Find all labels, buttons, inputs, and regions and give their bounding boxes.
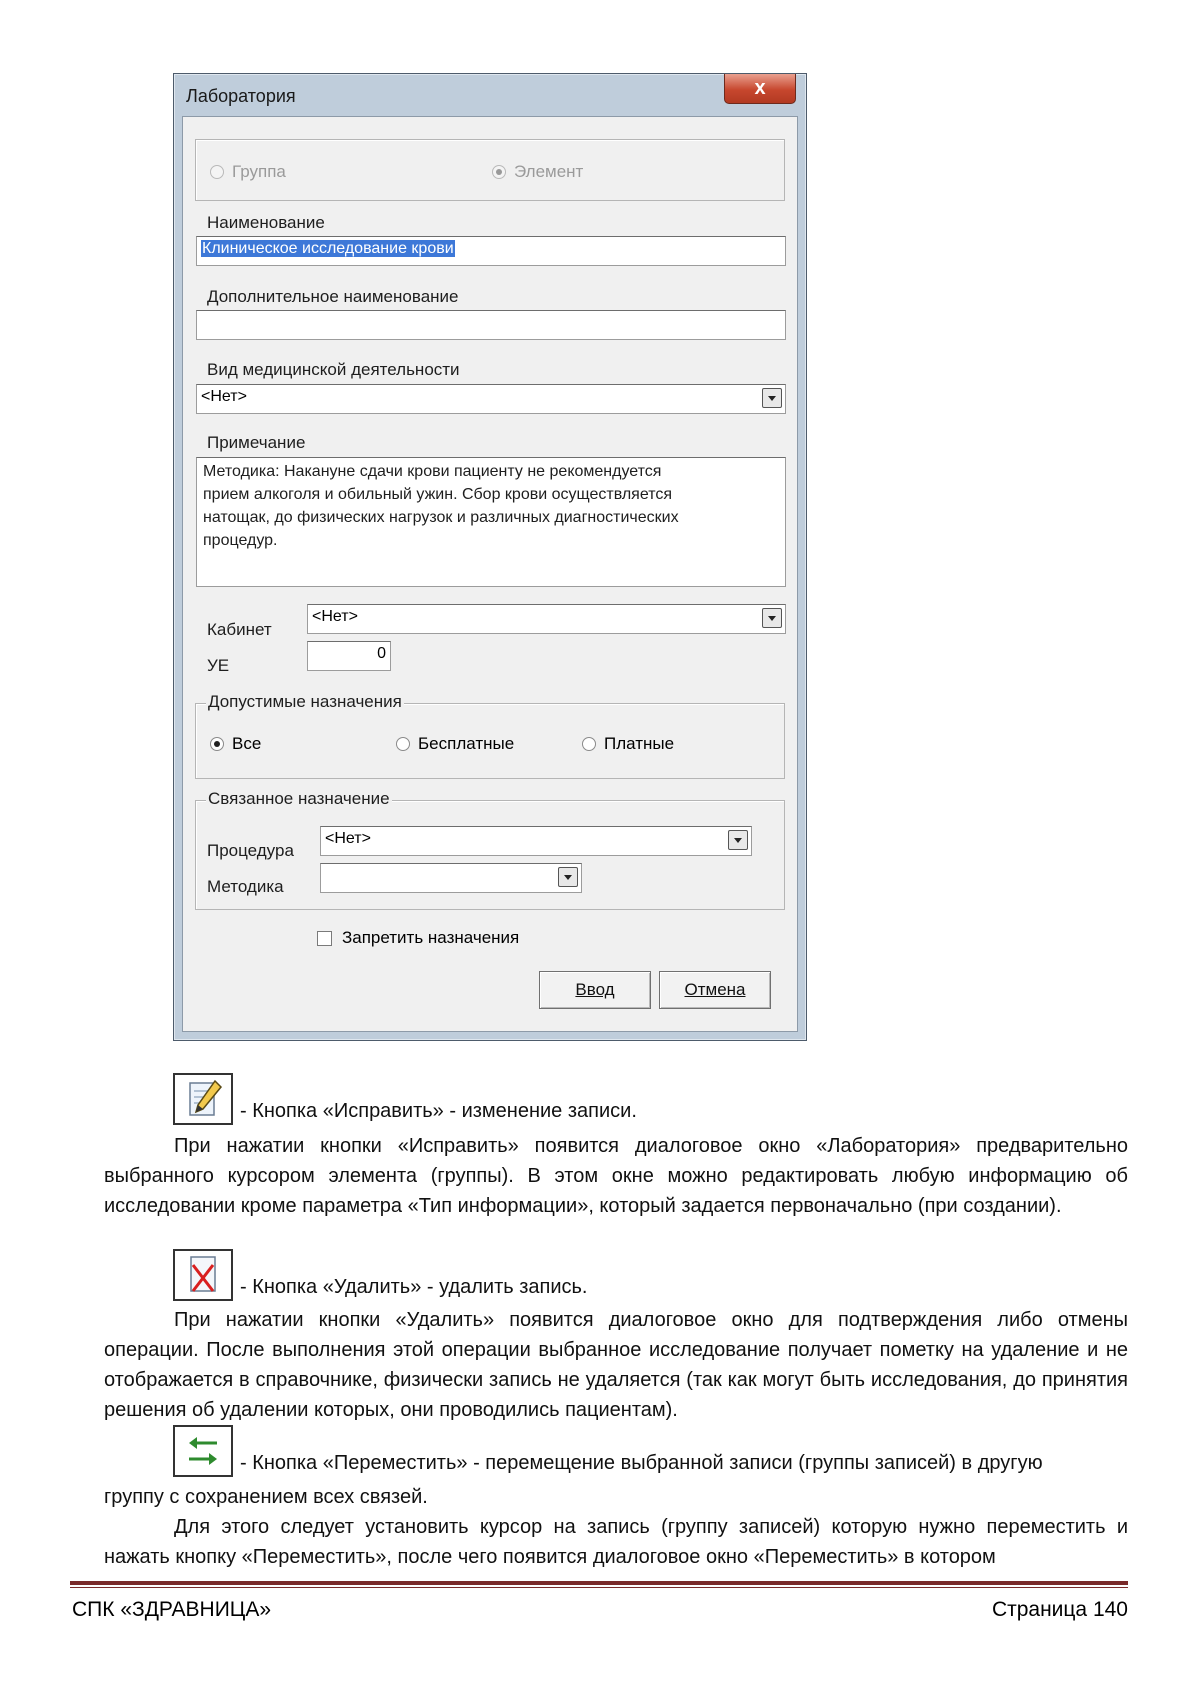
- radio-element[interactable]: [492, 162, 583, 182]
- move-icon: [173, 1425, 233, 1477]
- dialog-title: Лаборатория: [186, 86, 296, 106]
- cabinet-select[interactable]: [307, 604, 786, 634]
- radio-element-label: Элемент: [514, 162, 584, 181]
- edit-caption: - Кнопка «Исправить» - изменение записи.: [240, 1100, 637, 1122]
- laboratory-dialog: [173, 73, 807, 1041]
- cabinet-value: <Нет>: [312, 608, 358, 625]
- allowed-title: Допустимые назначения: [208, 692, 402, 711]
- cancel-button-label: Отмена: [684, 980, 746, 999]
- ue-label: УЕ: [207, 656, 230, 675]
- procedure-label: Процедура: [207, 841, 294, 860]
- note-line: Методика: Накануне сдачи крови пациенту не рекомендуется: [203, 463, 662, 480]
- radio-all[interactable]: [210, 734, 261, 754]
- dialog-client-area: [182, 116, 798, 1032]
- note-label: Примечание: [207, 433, 306, 452]
- radio-paid[interactable]: [582, 734, 674, 754]
- move-paragraph: [104, 1512, 1128, 1572]
- cabinet-label: Кабинет: [207, 620, 272, 639]
- radio-group-label: Группа: [232, 162, 286, 181]
- delete-icon: [173, 1249, 233, 1301]
- ok-button[interactable]: [539, 971, 651, 1009]
- name-value: Клиническое исследование крови: [202, 240, 454, 257]
- linked-groupbox: [195, 789, 785, 910]
- extra-name-label: Дополнительное наименование: [207, 287, 459, 306]
- note-line: процедур.: [203, 532, 278, 549]
- activity-dropdown-icon[interactable]: [762, 388, 782, 408]
- procedure-select[interactable]: [320, 826, 752, 856]
- radio-all-icon: [210, 737, 224, 751]
- footer-rule-thin: [70, 1587, 1128, 1588]
- move-caption-cont-text: группу с сохранением всех связей.: [104, 1486, 428, 1508]
- radio-paid-icon: [582, 737, 596, 751]
- delete-paragraph-text: При нажатии кнопки «Удалить» появится диалоговое окно для подтверждения либо отмены операции. После выполнения этой операции выбранное исследование получает пометку на удаление и не отображается в справочнике, физически запись не удаляется (так как могут быть исследования, до принятия решения об удалении которых, они проводились пациентам).: [104, 1309, 1128, 1421]
- radio-all-label: Все: [232, 734, 262, 753]
- radio-element-icon: [492, 165, 506, 179]
- footer-company: СПК «ЗДРАВНИЦА»: [72, 1598, 272, 1621]
- procedure-value: <Нет>: [325, 830, 371, 847]
- cancel-button[interactable]: [659, 971, 771, 1009]
- method-dropdown-icon[interactable]: [558, 867, 578, 887]
- ue-input[interactable]: 0: [307, 641, 391, 671]
- radio-free[interactable]: [396, 734, 514, 754]
- delete-paragraph: [104, 1305, 1128, 1425]
- forbid-checkbox-box: [317, 931, 332, 946]
- radio-free-label: Бесплатные: [418, 734, 515, 753]
- name-label: Наименование: [207, 213, 325, 232]
- activity-value: <Нет>: [201, 388, 247, 405]
- move-caption-continuation: [104, 1482, 1128, 1512]
- footer-rule: [70, 1581, 1128, 1585]
- note-line: натощак, до физических нагрузок и различных диагностических: [203, 509, 679, 526]
- edit-icon: [173, 1073, 233, 1125]
- type-groupbox: [195, 139, 785, 201]
- move-paragraph-text: Для этого следует установить курсор на запись (группу записей) которую нужно переместить и нажать кнопку «Переместить», после чего появится диалоговое окно «Переместить» в котором: [104, 1516, 1128, 1568]
- radio-group[interactable]: [210, 162, 286, 182]
- extra-name-input[interactable]: [196, 310, 786, 340]
- procedure-dropdown-icon[interactable]: [728, 830, 748, 850]
- name-input[interactable]: [196, 236, 786, 266]
- edit-paragraph-text: При нажатии кнопки «Исправить» появится диалоговое окно «Лаборатория» предварительно выбранного курсором элемента (группы). В этом окне можно редактировать любую информацию об исследовании кроме параметра «Тип информации», который задается первоначально (при создании).: [104, 1135, 1128, 1217]
- move-caption: - Кнопка «Переместить» - перемещение выбранной записи (группы записей) в другую: [240, 1452, 1043, 1474]
- forbid-checkbox-label: Запретить назначения: [342, 928, 520, 947]
- allowed-groupbox: [195, 692, 785, 779]
- edit-paragraph: [104, 1131, 1128, 1221]
- close-button[interactable]: x: [724, 74, 796, 104]
- method-label: Методика: [207, 877, 284, 896]
- footer-page-number: Страница 140: [991, 1598, 1128, 1621]
- activity-label: Вид медицинской деятельности: [207, 360, 460, 379]
- method-select[interactable]: [320, 863, 582, 893]
- note-line: прием алкоголя и обильный ужин. Сбор крови осуществляется: [203, 486, 673, 503]
- radio-paid-label: Платные: [604, 734, 675, 753]
- note-textarea[interactable]: [196, 457, 786, 587]
- linked-title: Связанное назначение: [208, 789, 390, 808]
- activity-select[interactable]: [196, 384, 786, 414]
- ok-button-label: Ввод: [575, 980, 615, 999]
- radio-group-icon: [210, 165, 224, 179]
- forbid-checkbox[interactable]: [317, 928, 519, 948]
- radio-free-icon: [396, 737, 410, 751]
- delete-caption: - Кнопка «Удалить» - удалить запись.: [240, 1276, 588, 1298]
- cabinet-dropdown-icon[interactable]: [762, 608, 782, 628]
